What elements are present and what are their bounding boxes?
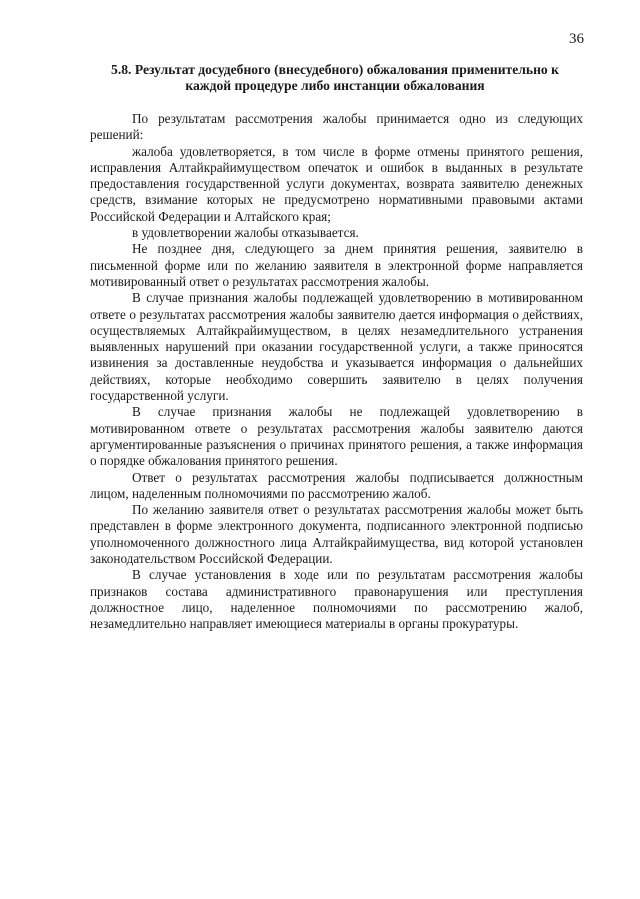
paragraph: В случае признания жалобы подлежащей удовлетворению в мотивированном ответе о результатах рассмотрения жалобы заявителю дается информация о действиях, осуществляемых Алтайкрайимуществом, в целях незамедлительного устранения выявленных нарушений при оказании государственной услуги, а также приносятся извинения за доставленные неудобства и указывается информация о дальнейших действиях, которые необходимо совершить заявителю в целях получения государственной услуги.	[90, 290, 583, 404]
page-number: 36	[569, 31, 584, 47]
paragraph: жалоба удовлетворяется, в том числе в форме отмены принятого решения, исправления Алтайкрайимуществом опечаток и ошибок в выданных в результате предоставления государственной услуги документах, возврата заявителю денежных средств, взимание которых не предусмотрено нормативными правовыми актами Российской Федерации и Алтайского края;	[90, 143, 583, 224]
paragraph: В случае установления в ходе или по результатам рассмотрения жалобы признаков состава административного правонарушения или преступления должностное лицо, наделенное полномочиями по рассмотрению жалоб, незамедлительно направляет имеющиеся материалы в органы прокуратуры.	[90, 567, 583, 632]
paragraph: По желанию заявителя ответ о результатах рассмотрения жалобы может быть представлен в форме электронного документа, подписанного электронной подписью уполномоченного должностного лица Алтайкрайимущества, вид которой установлен законодательством Российской Федерации.	[90, 502, 583, 567]
paragraph: В случае признания жалобы не подлежащей удовлетворению в мотивированном ответе о результатах рассмотрения жалобы заявителю даются аргументированные разъяснения о причинах принятого решения, а также информация о порядке обжалования принятого решения.	[90, 404, 583, 469]
paragraph: По результатам рассмотрения жалобы принимается одно из следующих решений:	[90, 111, 583, 143]
section-body	[90, 111, 583, 633]
paragraph: Ответ о результатах рассмотрения жалобы подписывается должностным лицом, наделенным полномочиями по рассмотрению жалоб.	[90, 469, 583, 501]
paragraph: Не позднее дня, следующего за днем принятия решения, заявителю в письменной форме или по желанию заявителя в электронной форме направляется мотивированный ответ о результатах рассмотрения жалобы.	[90, 241, 583, 289]
section-heading: 5.8. Результат досудебного (внесудебного) обжалования применительно к каждой процедуре либо инстанции обжалования	[111, 62, 559, 93]
paragraph: в удовлетворении жалобы отказывается.	[132, 225, 359, 241]
